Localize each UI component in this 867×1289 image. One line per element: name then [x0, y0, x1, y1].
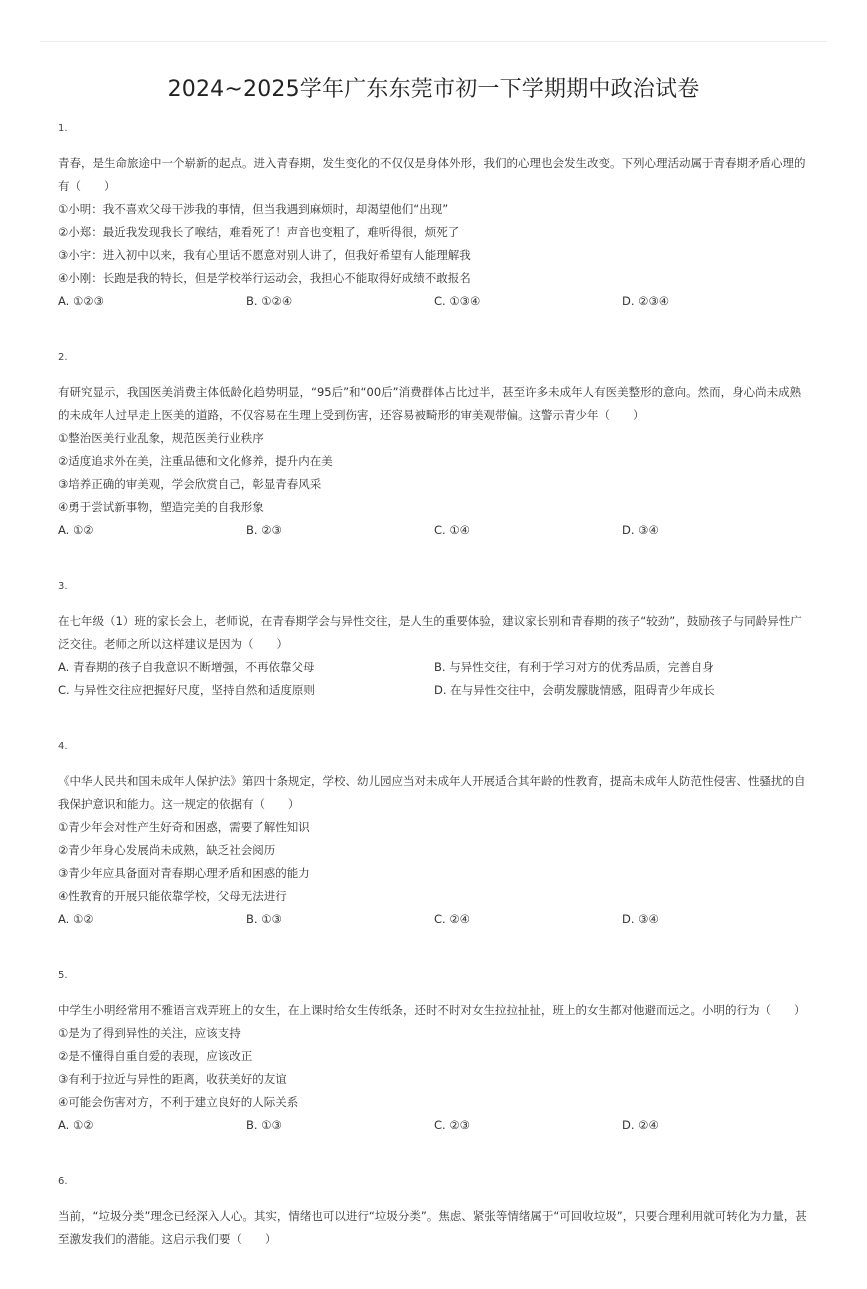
- statement-3: ③培养正确的审美观，学会欣赏自己，彰显青春风采: [58, 477, 322, 491]
- question-stem: 《中华人民共和国未成年人保护法》第四十条规定，学校、幼儿园应当对未成年人开展适合其年龄的性教育，提高未成年人防范性侵害、性骚扰的自我保护意识和能力。这一规定的依据有（ ）: [58, 774, 806, 811]
- question-stem: 有研究显示，我国医美消费主体低龄化趋势明显，“95后”和“00后”消费群体占比过半，甚至许多未成年人有医美整形的意向。然而，身心尚未成熟的未成年人过早走上医美的道路，不仅容易在生理上受到伤害，还容易被畸形的审美观带偏。这警示青少年（ ）: [58, 385, 802, 422]
- header-divider: [40, 41, 827, 42]
- question-6: [58, 1175, 810, 1251]
- question-stem: 在七年级（1）班的家长会上，老师说，在青春期学会与异性交往，是人生的重要体验，建议家长别和青春期的孩子“较劲”，鼓励孩子与同龄异性广泛交往。老师之所以这样建议是因为（ ）: [58, 614, 802, 651]
- question-1: [58, 122, 810, 313]
- option-c[interactable]: C. ②③: [434, 1118, 470, 1132]
- option-b[interactable]: B. ①②④: [246, 294, 293, 308]
- question-3: [58, 580, 810, 702]
- statement-1: ①小明：我不喜欢父母干涉我的事情，但当我遇到麻烦时，却渴望他们“出现”: [58, 202, 449, 216]
- option-d[interactable]: D. ③④: [622, 523, 659, 537]
- statement-4: ④勇于尝试新事物，塑造完美的自我形象: [58, 500, 264, 514]
- options-row: [58, 519, 810, 542]
- question-list: [58, 122, 810, 1289]
- option-d[interactable]: D. 在与异性交往中，会萌发朦胧情感，阻碍青少年成长: [434, 683, 715, 697]
- question-number: 3.: [58, 581, 68, 592]
- question-stem: 青春，是生命旅途中一个崭新的起点。进入青春期，发生变化的不仅仅是身体外形，我们的心理也会发生改变。下列心理活动属于青春期矛盾心理的有（ ）: [58, 156, 806, 193]
- statement-1: ①是为了得到异性的关注，应该支持: [58, 1026, 241, 1040]
- option-c[interactable]: C. ②④: [434, 912, 470, 926]
- question-number: 4.: [58, 741, 68, 752]
- question-2: [58, 351, 810, 542]
- option-b[interactable]: B. ①③: [246, 912, 282, 926]
- statement-4: ④小刚：长跑是我的特长，但是学校举行运动会，我担心不能取得好成绩不敢报名: [58, 271, 471, 285]
- question-number: 2.: [58, 352, 68, 363]
- option-a[interactable]: A. ①②: [58, 912, 94, 926]
- options-row: [58, 290, 810, 313]
- option-b[interactable]: B. 与异性交往，有利于学习对方的优秀品质，完善自身: [434, 660, 714, 674]
- statement-4: ④性教育的开展只能依靠学校，父母无法进行: [58, 889, 287, 903]
- question-stem: 当前，“垃圾分类”理念已经深入人心。其实，情绪也可以进行“垃圾分类”。焦虑、紧张等情绪属于“可回收垃圾”，只要合理利用就可转化为力量，甚至激发我们的潜能。这启示我们要（ ）: [58, 1209, 807, 1246]
- question-4: [58, 740, 810, 931]
- statement-1: ①整治医美行业乱象，规范医美行业秩序: [58, 431, 264, 445]
- statement-3: ③青少年应具备面对青春期心理矛盾和困惑的能力: [58, 866, 310, 880]
- question-number: 1.: [58, 123, 68, 134]
- option-a[interactable]: A. ①②: [58, 1118, 94, 1132]
- option-b[interactable]: B. ②③: [246, 523, 282, 537]
- statement-3: ③小宇：进入初中以来，我有心里话不愿意对别人讲了，但我好希望有人能理解我: [58, 248, 471, 262]
- option-d[interactable]: D. ②④: [622, 1118, 659, 1132]
- options-grid: [58, 656, 810, 702]
- question-number: 5.: [58, 970, 68, 981]
- option-b[interactable]: B. ①③: [246, 1118, 282, 1132]
- option-d[interactable]: D. ③④: [622, 912, 659, 926]
- statement-3: ③有利于拉近与异性的距离，收获美好的友谊: [58, 1072, 287, 1086]
- question-stem: 中学生小明经常用不雅语言戏弄班上的女生，在上课时给女生传纸条，还时不时对女生拉拉扯扯，班上的女生都对他避而远之。小明的行为（ ）: [58, 1003, 806, 1017]
- options-row: [58, 1114, 810, 1137]
- option-a[interactable]: A. 青春期的孩子自我意识不断增强，不再依靠父母: [58, 660, 315, 674]
- option-c[interactable]: C. ①④: [434, 523, 470, 537]
- option-a[interactable]: A. ①②: [58, 523, 94, 537]
- statement-4: ④可能会伤害对方，不利于建立良好的人际关系: [58, 1095, 299, 1109]
- statement-2: ②是不懂得自重自爱的表现，应该改正: [58, 1049, 253, 1063]
- option-d[interactable]: D. ②③④: [622, 294, 670, 308]
- options-row: [58, 908, 810, 931]
- statement-2: ②小郑：最近我发现我长了喉结，难看死了！声音也变粗了，难听得很，烦死了: [58, 225, 460, 239]
- option-c[interactable]: C. 与异性交往应把握好尺度，坚持自然和适度原则: [58, 683, 315, 697]
- statement-2: ②青少年身心发展尚未成熟，缺乏社会阅历: [58, 843, 276, 857]
- statement-2: ②适度追求外在美，注重品德和文化修养，提升内在美: [58, 454, 333, 468]
- question-number: 6.: [58, 1176, 68, 1187]
- option-a[interactable]: A. ①②③: [58, 294, 104, 308]
- option-c[interactable]: C. ①③④: [434, 294, 481, 308]
- statement-1: ①青少年会对性产生好奇和困惑，需要了解性知识: [58, 820, 310, 834]
- page-title: 2024~2025学年广东东莞市初一下学期期中政治试卷: [167, 77, 700, 102]
- question-5: [58, 969, 810, 1137]
